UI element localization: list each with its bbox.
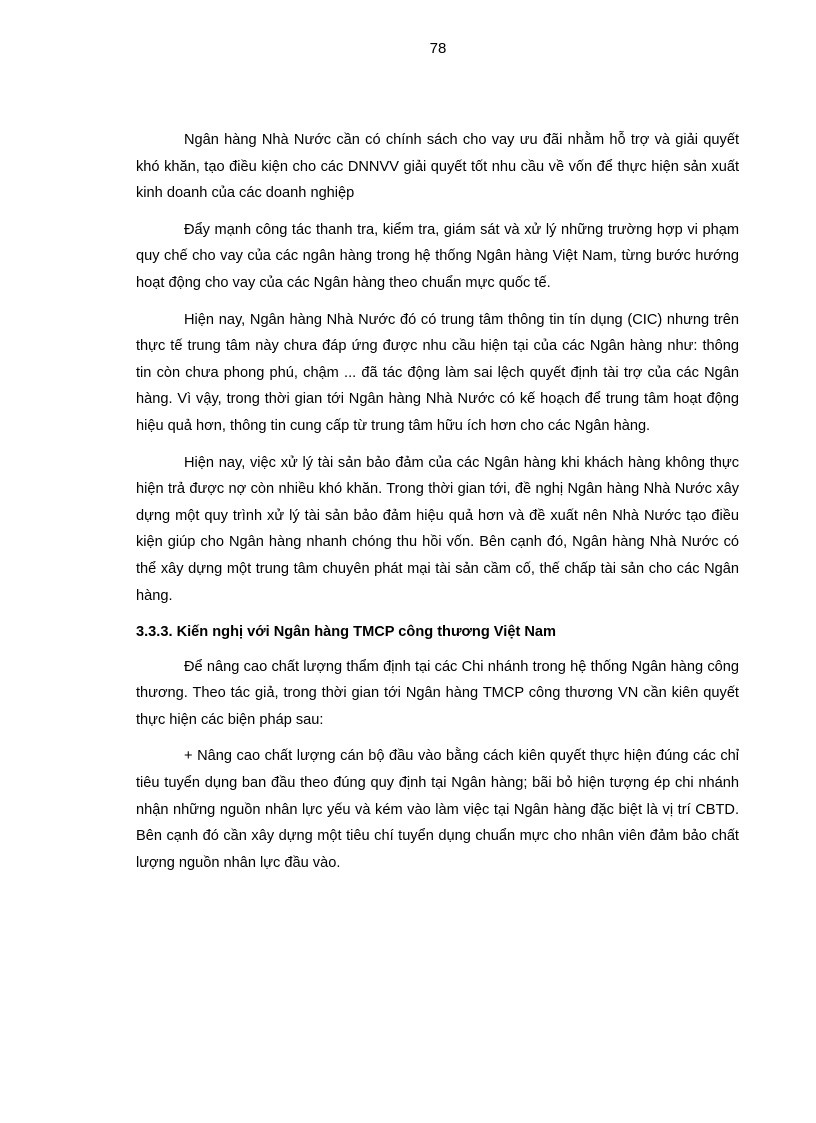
paragraph-loan-policy: Ngân hàng Nhà Nước cần có chính sách cho vay ưu đãi nhằm hỗ trợ và giải quyết khó khăn, tạo điều kiện cho các DNNVV giải quyết tốt nhu cầu về vốn để thực hiện sản xuất kinh doanh của các doanh nghiệp xyxy=(136,132,739,202)
document-body xyxy=(136,127,739,886)
paragraph-staff-quality: + Nâng cao chất lượng cán bộ đầu vào bằng cách kiên quyết thực hiện đúng các chỉ tiêu tuyển dụng ban đầu theo đúng quy định tại Ngân hàng; bãi bỏ hiện tượng ép chi nhánh nhận những nguồn nhân lực yếu và kém vào làm việc tại Ngân hàng đặc biệt là vị trí CBTD. Bên cạnh đó cần xây dựng một tiêu chí tuyển dụng chuẩn mực cho nhân viên đảm bảo chất lượng nguồn nhân lực đầu vào. xyxy=(136,748,739,871)
paragraph-collateral: Hiện nay, việc xử lý tài sản bảo đảm của các Ngân hàng khi khách hàng không thực hiện trả được nợ còn nhiều khó khăn. Trong thời gian tới, đề nghị Ngân hàng Nhà Nước xây dựng một quy trình xử lý tài sản bảo đảm hiệu quả hơn và đề xuất nên Nhà Nước tạo điều kiện giúp cho Ngân hàng nhanh chóng thu hồi vốn. Bên cạnh đó, Ngân hàng Nhà Nước có thể xây dựng một trung tâm chuyên phát mại tài sản cầm cố, thế chấp tài sản cho các Ngân hàng. xyxy=(136,454,739,604)
paragraph-inspection: Đẩy mạnh công tác thanh tra, kiểm tra, giám sát và xử lý những trường hợp vi phạm quy chế cho vay của các ngân hàng trong hệ thống Ngân hàng Việt Nam, từng bước hướng hoạt động cho vay của các Ngân hàng theo chuẩn mực quốc tế. xyxy=(136,221,739,291)
paragraph-cic: Hiện nay, Ngân hàng Nhà Nước đó có trung tâm thông tin tín dụng (CIC) nhưng trên thực tế trung tâm này chưa đáp ứng được nhu cầu hiện tại của các Ngân hàng như: thông tin còn chưa phong phú, chậm ... đã tác động làm sai lệch quyết định tài trợ của các Ngân hàng. Vì vậy, trong thời gian tới Ngân hàng Nhà Nước có kế hoạch để trung tâm hoạt động hiệu quả hơn, thông tin cung cấp từ trung tâm hữu ích hơn cho các Ngân hàng. xyxy=(136,311,739,434)
paragraph-appraisal: Để nâng cao chất lượng thẩm định tại các Chi nhánh trong hệ thống Ngân hàng công thương. Theo tác giả, trong thời gian tới Ngân hàng TMCP công thương VN cần kiên quyết thực hiện các biện pháp sau: xyxy=(136,658,739,728)
section-heading: 3.3.3. Kiến nghị với Ngân hàng TMCP công thương Việt Nam xyxy=(136,624,556,641)
page-number: 78 xyxy=(429,40,447,57)
